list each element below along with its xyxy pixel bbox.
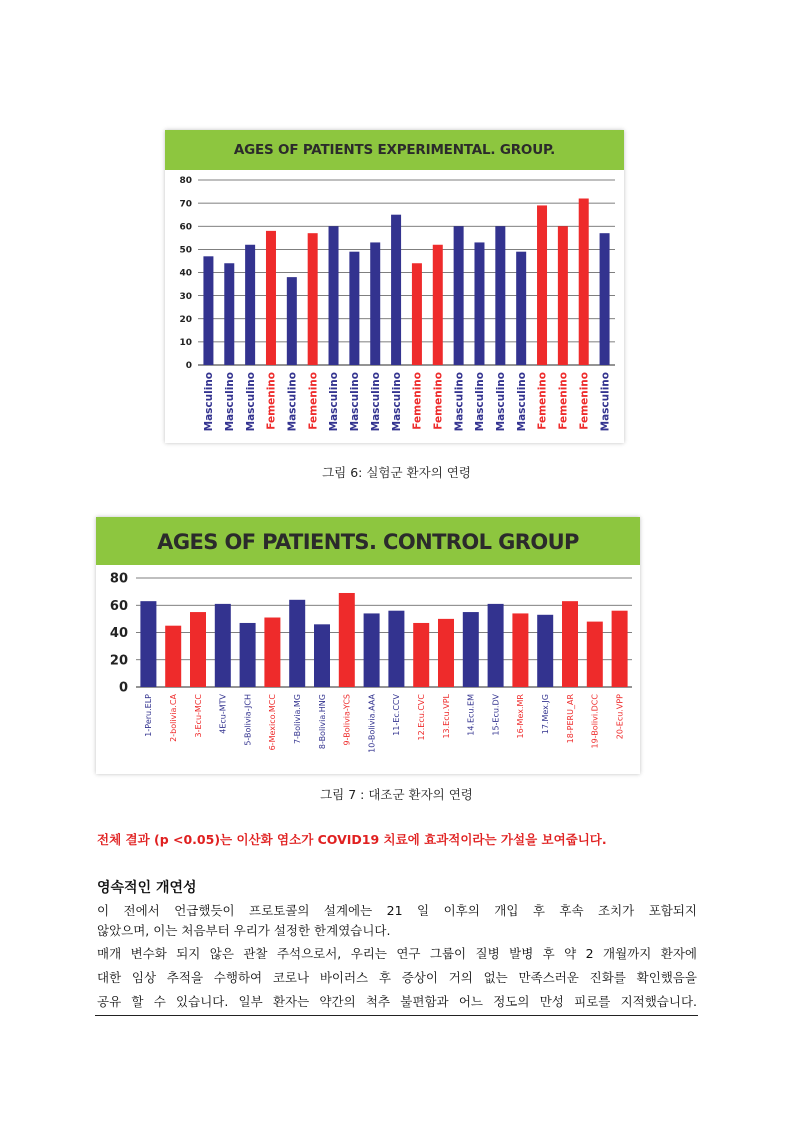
bar — [224, 263, 234, 365]
bar — [579, 199, 589, 366]
bar — [314, 624, 330, 687]
x-tick-label: Femenino — [557, 372, 570, 430]
bar — [190, 612, 206, 687]
x-tick-label: 3-Ecu-MCC — [193, 694, 203, 738]
x-tick-label: Masculino — [286, 372, 299, 432]
x-tick-label: 17.Mex.JG — [541, 694, 550, 735]
x-tick-label: 12.Ecu.CVC — [417, 694, 426, 741]
bar — [266, 231, 276, 365]
x-tick-label: Masculino — [474, 372, 487, 432]
bar — [308, 233, 318, 365]
bar — [612, 611, 628, 687]
x-tick-label: Masculino — [203, 372, 216, 432]
y-tick-label: 70 — [179, 199, 192, 210]
bar — [140, 601, 156, 687]
x-tick-label: 13.Ecu.VPL — [441, 694, 451, 739]
x-tick-label: 15-Ecu.DV — [491, 694, 501, 736]
x-tick-label: 8-Bolivia.HNG — [317, 694, 327, 750]
bar — [240, 623, 256, 687]
bar — [558, 226, 568, 365]
x-tick-label: 7-Bolivia.MG — [293, 694, 302, 745]
paragraph-2-line-1: 매개 변수화 되지 않은 관찰 주석으로서, 우리는 연구 그룹이 질병 발병 후 약 2 개월까지 환자에 — [97, 946, 697, 961]
y-tick-label: 40 — [179, 268, 192, 279]
y-tick-label: 80 — [179, 176, 192, 187]
x-tick-label: Femenino — [307, 372, 320, 430]
y-tick-label: 30 — [179, 291, 192, 302]
x-tick-label: Femenino — [432, 372, 445, 430]
bar — [587, 622, 603, 687]
bar — [463, 612, 479, 687]
bar — [474, 242, 484, 365]
x-tick-label: 14.Ecu.EM — [466, 694, 476, 736]
x-tick-label: Masculino — [369, 372, 382, 432]
bar — [600, 233, 610, 365]
x-tick-label: 1-Peru.ELP — [144, 694, 154, 737]
bar — [438, 619, 454, 687]
x-tick-label: Femenino — [536, 372, 549, 430]
bar — [488, 604, 504, 687]
paragraph-1-line-2: 않았으며, 이는 처음부터 우리가 설정한 한계였습니다. — [97, 923, 391, 938]
bar — [454, 226, 464, 365]
bar — [433, 245, 443, 365]
bar — [215, 604, 231, 687]
x-tick-label: 2-bolivia.CA — [169, 694, 178, 742]
bar — [391, 215, 401, 365]
y-tick-label: 20 — [179, 314, 192, 325]
y-tick-label: 80 — [109, 571, 128, 587]
experimental-group-plot — [165, 170, 624, 443]
horizontal-rule — [95, 1015, 698, 1016]
bar — [562, 601, 578, 687]
y-tick-label: 0 — [185, 361, 192, 372]
x-tick-label: 9-Bolivia-YCS — [342, 694, 352, 746]
y-tick-label: 50 — [179, 245, 192, 256]
experimental-group-chart — [165, 130, 624, 443]
x-tick-label: 20-Ecu.VPP — [615, 694, 625, 740]
x-tick-label: 4Ecu-MTV — [218, 694, 228, 734]
x-tick-label: Masculino — [349, 372, 362, 432]
x-tick-label: Masculino — [495, 372, 507, 432]
x-tick-label: Femenino — [265, 372, 278, 430]
bar — [512, 613, 528, 687]
x-tick-label: Masculino — [390, 372, 403, 432]
x-tick-label: Masculino — [515, 372, 528, 432]
x-tick-label: 18-PERU_AR — [565, 694, 575, 744]
y-tick-label: 40 — [109, 626, 128, 642]
y-tick-label: 20 — [109, 653, 128, 669]
bar — [245, 245, 255, 365]
bar — [495, 226, 505, 365]
result-statement: 전체 결과 (p <0.05)는 이산화 염소가 COVID19 치료에 효과적이라는 가설을 보여줍니다. — [97, 832, 607, 847]
bar — [289, 600, 305, 687]
x-tick-label: Femenino — [411, 372, 424, 430]
figure-6-caption: 그림 6: 실험군 환자의 연령 — [322, 465, 471, 480]
x-tick-label: 19-Bolivi.DCC — [590, 694, 600, 749]
bar — [364, 613, 380, 687]
chart-title: AGES OF PATIENTS. CONTROL GROUP — [96, 517, 640, 565]
x-tick-label: Masculino — [453, 372, 466, 432]
bar — [349, 252, 359, 365]
bar — [537, 615, 553, 687]
x-tick-label: 16-Mex.MR — [516, 694, 526, 739]
x-tick-label: Masculino — [328, 372, 341, 432]
x-tick-label: 11-Ec.CCV — [392, 694, 402, 736]
x-tick-label: Masculino — [599, 372, 612, 432]
y-tick-label: 60 — [109, 598, 128, 614]
control-group-chart — [96, 517, 640, 774]
x-tick-label: Femenino — [578, 372, 591, 430]
paragraph-1-line-1: 이 전에서 언급했듯이 프로토콜의 설계에는 21 일 이후의 개입 후 후속 조치가 포함되지 — [97, 903, 697, 918]
x-tick-label: Masculino — [223, 372, 236, 432]
bar — [370, 242, 380, 365]
y-tick-label: 0 — [118, 680, 128, 696]
bar — [264, 618, 280, 687]
paragraph-2-line-2: 대한 임상 추적을 수행하여 코로나 바이러스 후 증상이 거의 없는 만족스러운 진화를 확인했음을 — [97, 970, 697, 985]
paragraph-2-line-3: 공유 할 수 있습니다. 일부 환자는 약간의 척추 불편함과 어느 정도의 만성 피로를 지적했습니다. — [97, 994, 697, 1009]
bar — [516, 252, 526, 365]
section-heading: 영속적인 개연성 — [97, 880, 197, 896]
bar — [329, 226, 339, 365]
figure-7-caption: 그림 7 : 대조군 환자의 연령 — [320, 787, 473, 802]
bar — [287, 277, 297, 365]
bar — [413, 623, 429, 687]
y-tick-label: 10 — [179, 338, 192, 349]
bar — [339, 593, 355, 687]
x-tick-label: 5-Bolivia-JCH — [243, 694, 253, 746]
bar — [165, 626, 181, 687]
control-group-plot — [96, 565, 640, 774]
bar — [412, 263, 422, 365]
x-tick-label: 10-Bolivia.AAA — [367, 694, 377, 753]
x-tick-label: 6-Mexico.MCC — [268, 694, 278, 751]
chart-title: AGES OF PATIENTS EXPERIMENTAL. GROUP. — [165, 130, 624, 170]
bar — [203, 256, 213, 365]
bar — [388, 611, 404, 687]
x-tick-label: Masculino — [244, 372, 257, 432]
bar — [537, 205, 547, 365]
y-tick-label: 60 — [179, 222, 192, 233]
